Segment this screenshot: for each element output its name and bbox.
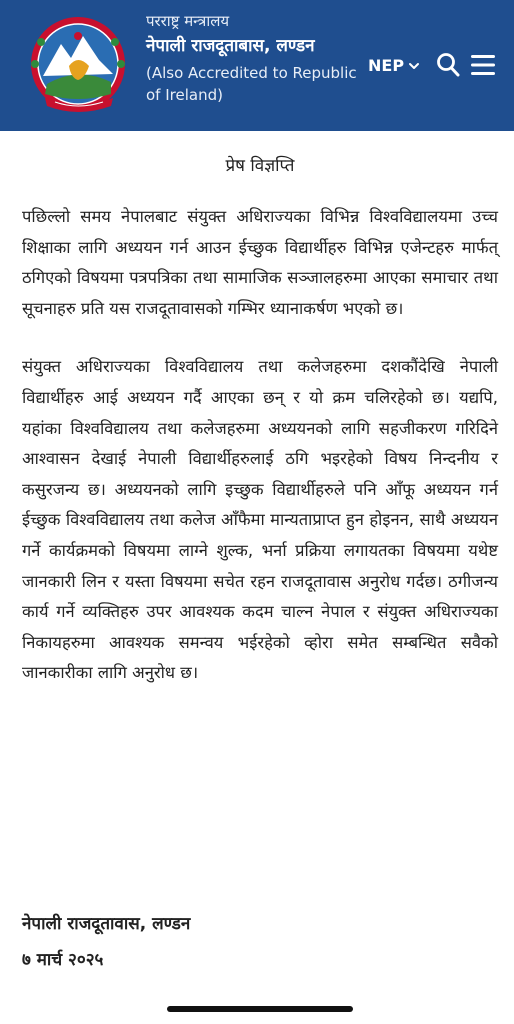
press-release-body (22, 150, 498, 713)
nepal-emblem-icon[interactable] (25, 14, 131, 114)
hamburger-menu-icon (470, 53, 496, 77)
paragraph-2: संयुक्त अधिराज्यका विश्वविद्यालय तथा कलेजहरुमा दशकौंदेखि नेपाली विद्यार्थीहरु आई अध्ययन गर्दै आएका छन् र यो क्रम चलिरहेको छ। यद्यपि, यहांका विश्वविद्यालय तथा कलेजहरुमा अध्ययनको लागि सहजीकरण गरिदिने आश्वासन देखाई नेपाली विद्यार्थीहरुलाई ठगि भइरहेको विषय निन्दनीय र कसुरजन्य छ। अध्ययनको लागि इच्छुक विद्यार्थीहरुले पनि आँफू अध्ययन गर्न ईच्छुक विश्वविद्यालय तथा कलेज आँफैमा मान्यताप्राप्त हुन होइनन, साथै अध्ययन गर्ने कार्यक्रमको विषयमा लाग्ने शुल्क, भर्ना प्रक्रिया लगायतका विषयमा यथेष्ट जानकारी लिन र यस्ता विषयमा सचेत रहन राजदूतावास अनुरोध गर्दछ। ठगीजन्य कार्य गर्ने व्यक्तिहरु उपर आवश्यक कदम चाल्न नेपाल र संयुक्त अधिराज्यका निकायहरुमा आवश्यक समन्वय भईरहेको व्होरा समेत सम्बन्धित सवैको जानकारीका लागि अनुरोध छ। (22, 357, 498, 683)
search-icon (436, 52, 460, 78)
signature-name: नेपाली राजदूतावास, लण्डन (22, 914, 191, 934)
embassy-name[interactable]: नेपाली राजदूताबास, लण्डन (146, 36, 315, 56)
ministry-name: परराष्ट्र मन्त्रालय (146, 12, 230, 30)
signature-block (22, 907, 190, 977)
accreditation-note: (Also Accredited to Republic of Ireland) (146, 64, 357, 104)
site-header (0, 0, 514, 131)
chevron-down-icon (408, 61, 420, 71)
menu-button[interactable] (470, 53, 496, 77)
language-selector[interactable] (368, 56, 420, 75)
home-indicator[interactable] (167, 1006, 353, 1012)
press-release-heading: प्रेष विज्ञप्ति (225, 156, 295, 176)
organization-title (146, 10, 374, 106)
paragraph-1: पछिल्लो समय नेपालबाट संयुक्त अधिराज्यका विभिन्न विश्वविद्यालयमा उच्च शिक्षाका लागि अध्ययन गर्न आउन ईच्छुक विद्यार्थीहरु विभिन्न एजेन्टहरु मार्फत् ठगिएको विषयमा पत्रपत्रिका तथा सामाजिक सञ्जालहरुमा आएका समाचार तथा सूचनाहरु प्रति यस राजदूतावासको गम्भिर ध्यानाकर्षण भएको छ। (22, 207, 498, 318)
search-button[interactable] (436, 52, 460, 78)
release-date: ७ मार्च २०२५ (22, 950, 104, 970)
language-label: NEP (368, 56, 405, 75)
